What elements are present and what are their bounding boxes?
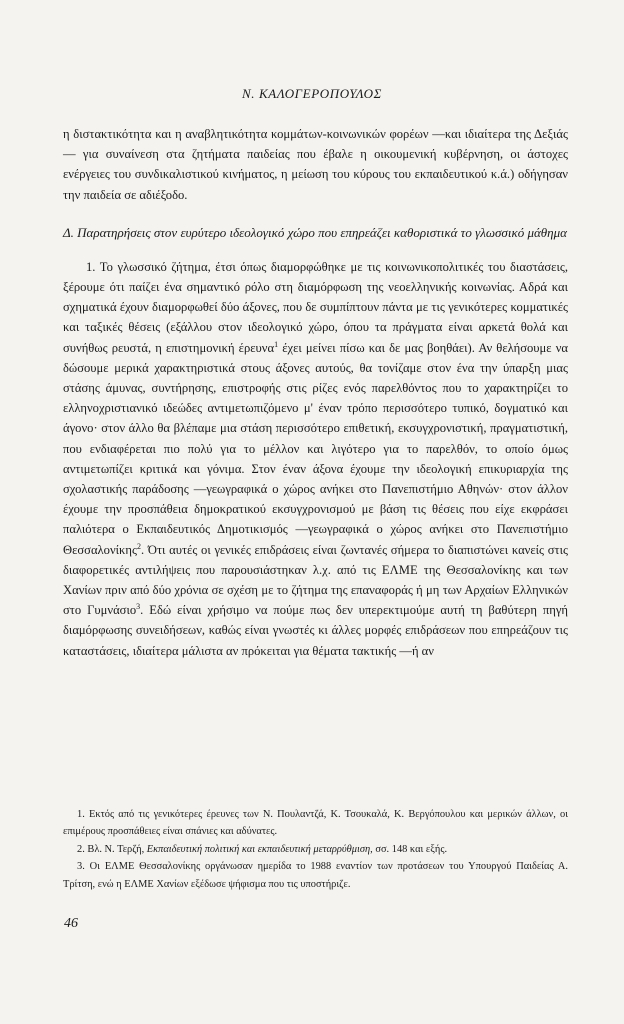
footnote-ref-2[interactable]: 2 xyxy=(136,541,141,551)
page-number: 46 xyxy=(64,916,78,931)
paragraph-1-part-2: έχει μείνει πίσω και δε μας βοηθάει). Αν θελήσουμε να δώσουμε μερικά χαρακτηριστικά στους άξονες αυτούς, θα τονίζαμε στον ένα την ύπαρξη μιας στάσης άμυνας, συντήρησης, επιστροφής στις ρίζες ενός παρελθόντος που το χαρακτηρίζει το ελληνοχριστιανικό ιδεώδες αντιμετωπιζόμενο μ' έναν τρόπο περισσότερο τυπικό, δογματικό και άγονο· στον άλλο θα βλέπαμε μια στάση περισσότερο επιθετική, εκσυγχρονιστική, πραγματιστική, που ενδιαφέρεται πιο πολύ για το μέλλον και λιγότερο για το παρελθόν, το οποίο όμως αντιμετωπίζει κριτικά και γόνιμα. Στον έναν άξονα έχουμε την ιδεολογική επικυριαρχία της σχολαστικής παράδοσης —γεωγραφικά ο χώρος ανήκει στο Πανεπιστήμιο Αθηνών· στον άλλον έχουμε την προσπάθεια δημοκρατικού εκσυγχρονισμού με βάση τις θέσεις που είχε εκφράσει παλιότερα ο Εκπαιδευτικός Δημοτικισμός —γεωγραφικά ο χώρος ανήκει στο Πανεπιστήμιο Θεσσαλονίκης xyxy=(63,340,568,557)
section-heading: Δ. Παρατηρήσεις στον ευρύτερο ιδεολογικό χώρο που επηρεάζει καθοριστικά το γλωσσικό μάθημα xyxy=(63,224,567,240)
running-head: Ν. ΚΑΛΟΓΕΡΟΠΟΥΛΟΣ xyxy=(242,86,382,101)
footnote-2-suffix: σσ. 148 και εξής. xyxy=(372,843,448,855)
footnote-ref-3[interactable]: 3 xyxy=(136,602,141,612)
footnote-2-prefix: 2. Βλ. Ν. Τερζή, xyxy=(77,843,147,855)
footnote-2-title: Εκπαιδευτική πολιτική και εκπαιδευτική μεταρρύθμιση, xyxy=(146,843,373,855)
footnote-2 xyxy=(63,841,568,858)
intro-paragraph: η διστακτικότητα και η αναβλητικότητα κομμάτων-κοινωνικών φορέων —και ιδιαίτερα της Δεξιάς— για συναίνεση στα ζητήματα παιδείας που έβαλε η οικουμενική κυβέρνηση, οι άστοχες ενέργειες του συνδικαλιστικού κινήματος, η μείωση του κύρους του εκπαιδευτικού κ.ά.) οδήγησαν την παιδεία σε αδιέξοδο. xyxy=(63,127,568,202)
paragraph-1-part-4: . Εδώ είναι χρήσιμο να πούμε πως δεν υπερεκτιμούμε αυτή τη βαθύτερη πηγή διαμόρφωσης συνειδήσεων, καθώς είναι γνωστές κι άλλες μορφές επιδράσεων που επηρεάζουν τις καταστάσεις, ιδιαίτερα μάλιστα αν πρόκειται για θέματα τακτικής —ή αν xyxy=(63,603,568,658)
footnote-ref-1[interactable]: 1 xyxy=(274,339,279,349)
footnotes xyxy=(63,806,568,893)
body-text xyxy=(63,124,568,661)
footnote-1: 1. Εκτός από τις γενικότερες έρευνες των Ν. Πουλαντζά, Κ. Τσουκαλά, Κ. Βεργόπουλου και μερικών άλλων, οι επιμέρους προσπάθειες είναι σπάνιες και αδύνατες. xyxy=(63,809,568,838)
paragraph-1-part-1: 1. Το γλωσσικό ζήτημα, έτσι όπως διαμορφώθηκε με τις κοινωνικοπολιτικές του διαστάσεις, ξέρουμε ότι παίζει ένα σημαντικό ρόλο στη διαμόρφωση της νεοελληνικής κοινωνίας. Αδρά και σχηματικά έχουν διαμορφωθεί δύο άξονες, που δε συμπίπτουν πάντα με τις γενικότερες κομματικές και ταξικές θέσεις (εξάλλου στον ιδεολογικό χώρο, όπου τα πράγματα είναι αρκετά θολά και συνήθως ρευστά, η επιστημονική έρευνα xyxy=(63,259,568,355)
paragraph-1 xyxy=(63,257,568,661)
paragraph-1-part-3: . Ότι αυτές οι γενικές επιδράσεις είναι ζωντανές σήμερα το διαπιστώνει κανείς στις διαφορετικές αντιλήψεις που παρουσιάστηκαν λ.χ. από τις ΕΛΜΕ της Θεσσαλονίκης και των Χανίων πριν από δύο χρόνια σε σχέση με το ζήτημα της επαναφοράς ή μη των Αρχαίων Ελληνικών στο Γυμνάσιο xyxy=(63,542,568,618)
footnote-3: 3. Οι ΕΛΜΕ Θεσσαλονίκης οργάνωσαν ημερίδα το 1988 εναντίον των προτάσεων του Υπουργού Παιδείας Α. Τρίτση, ενώ η ΕΛΜΕ Χανίων εξέδωσε ψήφισμα που τις υποστήριζε. xyxy=(63,861,568,890)
